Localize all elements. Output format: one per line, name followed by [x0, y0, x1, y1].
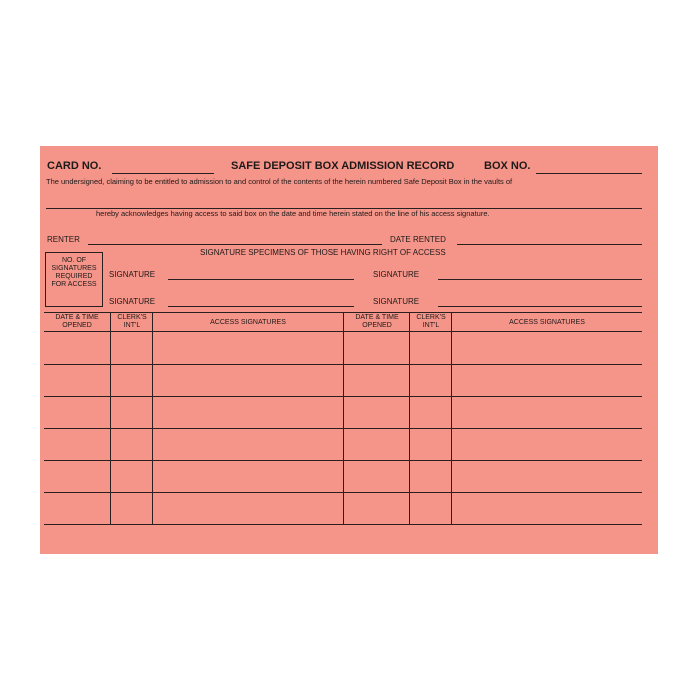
signature-field-1[interactable]: [168, 279, 354, 280]
box-no-label: BOX NO.: [484, 160, 531, 172]
signature-field-4[interactable]: [438, 306, 642, 307]
header-rule: [44, 331, 642, 332]
renter-label: RENTER: [47, 235, 80, 244]
col-header-date-time-2: DATE & TIME OPENED: [355, 314, 399, 329]
renter-field[interactable]: [88, 244, 382, 245]
table-row-rule[interactable]: [44, 524, 642, 525]
statement-line-2: hereby acknowledges having access to said box on the date and time herein stated on the line of his access signature.: [96, 209, 490, 218]
col-divider: [152, 312, 153, 525]
date-rented-label: DATE RENTED: [390, 235, 446, 244]
date-rented-field[interactable]: [457, 244, 642, 245]
signature-label-2: SIGNATURE: [373, 270, 420, 279]
table-row-rule[interactable]: [44, 396, 642, 397]
signature-field-2[interactable]: [438, 279, 642, 280]
specimens-heading: SIGNATURE SPECIMENS OF THOSE HAVING RIGHT OF ACCESS: [200, 248, 446, 257]
col-divider: [110, 312, 111, 525]
signature-label-1: SIGNATURE: [109, 270, 156, 279]
signature-label-3: SIGNATURE: [109, 297, 156, 306]
signatures-required-box[interactable]: [45, 252, 103, 307]
statement-line-1: The undersigned, claiming to be entitled to admission to and control of the contents of the herein numbered Safe Deposit Box in the vaults of: [46, 177, 513, 186]
card-no-field[interactable]: [112, 173, 214, 174]
signature-label-4: SIGNATURE: [373, 297, 420, 306]
table-row-rule[interactable]: [44, 364, 642, 365]
signatures-required-label: NO. OF SIGNATURES REQUIRED FOR ACCESS: [51, 257, 97, 288]
col-header-date-time-1: DATE & TIME OPENED: [55, 314, 99, 329]
col-header-access-2: ACCESS SIGNATURES: [509, 319, 585, 326]
col-header-access-1: ACCESS SIGNATURES: [210, 319, 286, 326]
box-no-field[interactable]: [536, 173, 642, 174]
table-row-rule[interactable]: [44, 428, 642, 429]
col-header-clerk-2: CLERK'S INT'L: [416, 314, 446, 329]
table-row-rule[interactable]: [44, 492, 642, 493]
col-divider: [451, 312, 452, 525]
col-header-clerk-1: CLERK'S INT'L: [117, 314, 147, 329]
admission-record-card: [40, 146, 658, 554]
col-divider: [409, 312, 410, 525]
signature-field-3[interactable]: [168, 306, 354, 307]
card-no-label: CARD NO.: [47, 160, 102, 172]
form-title: SAFE DEPOSIT BOX ADMISSION RECORD: [231, 160, 455, 172]
col-divider: [343, 312, 344, 525]
table-row-rule[interactable]: [44, 460, 642, 461]
